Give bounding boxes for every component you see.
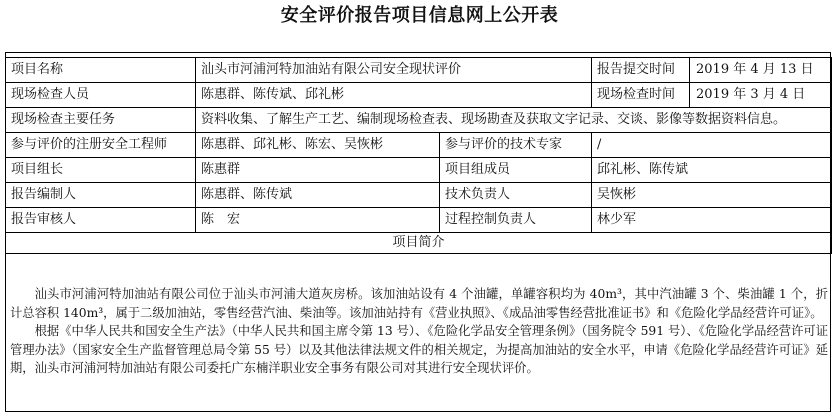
leader-value: 陈惠群	[196, 158, 440, 183]
table-row	[6, 108, 832, 133]
page-title: 安全评价报告项目信息网上公开表	[280, 5, 559, 26]
report-submit-cell	[592, 58, 832, 83]
table-row	[6, 83, 832, 108]
table-row	[6, 183, 832, 208]
process-lead-label: 过程控制负责人	[440, 208, 592, 233]
inspect-tasks-value: 资料收集、了解生产工艺、编制现场检查表、现场勘查及获取文字记录、交谈、影像等数据资料信息。	[196, 108, 832, 133]
inspectors-label: 现场检查人员	[6, 83, 196, 108]
project-name-label: 项目名称	[6, 58, 196, 83]
table-row	[6, 158, 832, 183]
leader-label: 项目组长	[6, 158, 196, 183]
inspect-time-label: 现场检查时间	[592, 83, 690, 107]
inspect-time-value: 2019 年 3 月 4 日	[696, 87, 806, 102]
table-row	[6, 233, 832, 254]
experts-value: /	[592, 133, 832, 158]
intro-body	[10, 285, 828, 378]
members-value: 邱礼彬、陈传斌	[592, 158, 832, 183]
engineers-value: 陈惠群、邱礼彬、陈宏、吴恢彬	[196, 133, 440, 158]
engineers-label: 参与评价的注册安全工程师	[6, 133, 196, 158]
info-table	[5, 57, 832, 254]
process-lead-value: 林少军	[592, 208, 832, 233]
intro-paragraph: 汕头市河浦河特加油站有限公司位于汕头市河浦大道灰房桥。该加油站设有 4 个油罐，单罐容积均为 40m³，其中汽油罐 3 个、柴油罐 1 个，折计总容积 140m³，属于二级加油站，零售经营汽油、柴油等。该加油站持有《营业执照》、《成品油零售经营批准证书》和《危险化学品经营许可证》。	[10, 287, 828, 320]
project-name-value: 汕头市河浦河特加油站有限公司安全现状评价	[196, 58, 592, 83]
experts-label: 参与评价的技术专家	[440, 133, 592, 158]
members-label: 项目组成员	[440, 158, 592, 183]
compiler-value: 陈惠群、陈传斌	[196, 183, 440, 208]
table-row	[6, 133, 832, 158]
reviewer-label: 报告审核人	[6, 208, 196, 233]
table-row	[6, 58, 832, 83]
report-submit-value: 2019 年 4 月 13 日	[696, 62, 814, 77]
table-row	[6, 208, 832, 233]
inspectors-value: 陈惠群、陈传斌、邱礼彬	[196, 83, 592, 108]
report-submit-label: 报告提交时间	[592, 58, 690, 82]
tech-lead-label: 技术负责人	[440, 183, 592, 208]
intro-paragraph: 根据《中华人民共和国安全生产法》（中华人民共和国主席令第 13 号）、《危险化学品安全管理条例》（国务院令 591 号）、《危险化学品经营许可证管理办法》（国家安全生产监督管理总局令第 55 号）以及其他法律法规文件的相关规定，为提高加油站的安全水平，申请《危险化学品经营许可证》延期，汕头市河浦河特加油站有限公司委托广东楠洋职业安全事务有限公司对其进行安全现状评价。	[10, 324, 828, 375]
tech-lead-value: 吴恢彬	[592, 183, 832, 208]
inspect-tasks-label: 现场检查主要任务	[6, 108, 196, 133]
inspect-time-cell	[592, 83, 832, 108]
reviewer-value: 陈 宏	[196, 208, 440, 233]
intro-heading: 项目简介	[6, 233, 832, 254]
compiler-label: 报告编制人	[6, 183, 196, 208]
